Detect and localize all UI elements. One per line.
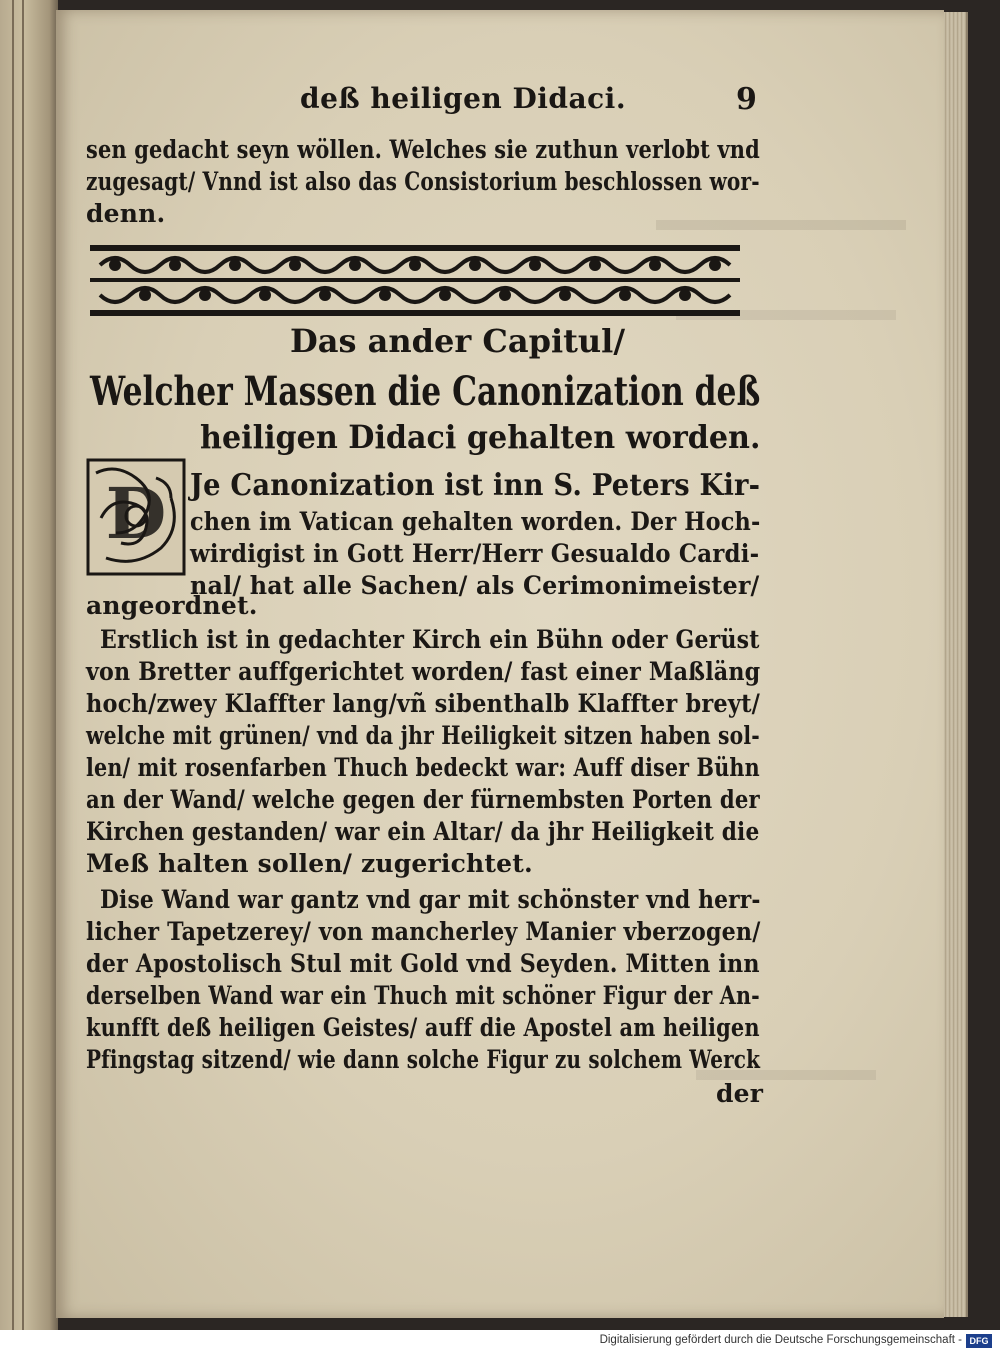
text-line: denn. <box>86 199 166 228</box>
text-line: chen im Vatican gehalten worden. Der Hoch- <box>190 507 761 536</box>
text-line: Kirchen gestanden/ war ein Altar/ da jhr Heiligkeit die <box>86 817 760 846</box>
text-line: derselben Wand war ein Thuch mit schöner Figur der An- <box>86 981 760 1010</box>
chapter-title-line1: Welcher Massen die Canonization deß <box>90 368 761 415</box>
dfg-logo-icon[interactable]: DFG <box>966 1334 992 1348</box>
chapter-number: Das ander Capitul/ <box>290 322 625 360</box>
text-line: licher Tapetzerey/ von mancherley Manier vberzogen/ <box>86 917 761 946</box>
ornamental-border <box>90 243 740 318</box>
footer-credit: Digitalisierung gefördert durch die Deutsche Forschungsgemeinschaft - <box>599 1334 962 1346</box>
text-line: wirdigist in Gott Herr/Herr Gesualdo Cardi- <box>190 539 760 568</box>
chapter-title-line2: heiligen Didaci gehalten worden. <box>200 418 761 456</box>
text-line: Erstlich ist in gedachter Kirch ein Bühn oder Gerüst <box>100 625 760 654</box>
catchword: der <box>716 1079 764 1108</box>
text-line: an der Wand/ welche gegen der fürnembsten Porten der <box>86 785 760 814</box>
text-line: nal/ hat alle Sachen/ als Cerimonimeister/ <box>190 571 760 600</box>
text-line: sen gedacht seyn wöllen. Welches sie zuthun verlobt vnd <box>86 135 760 164</box>
text-line: angeordnet. <box>86 591 258 620</box>
text-line: Meß halten sollen/ zugerichtet. <box>86 849 533 878</box>
page-number: 9 <box>736 82 757 117</box>
previous-page-edge <box>0 0 58 1330</box>
show-through <box>656 220 906 230</box>
text-line: len/ mit rosenfarben Thuch bedeckt war: Auff diser Bühn <box>86 753 760 782</box>
running-header: deß heiligen Didaci. <box>300 82 627 115</box>
drop-cap-initial <box>86 458 186 576</box>
drop-cap-letter: D <box>105 472 167 555</box>
text-line: von Bretter auffgerichtet worden/ fast einer Maßläng <box>86 657 761 686</box>
page-edge-line <box>12 0 14 1330</box>
text-line: kunfft deß heiligen Geistes/ auff die Apostel am heiligen <box>86 1013 760 1042</box>
text-line: Pfingstag sitzend/ wie dann solche Figur zu solchem Werck <box>86 1045 761 1074</box>
text-line: welche mit grünen/ vnd da jhr Heiligkeit sitzen haben sol- <box>86 721 760 750</box>
text-line: hoch/zwey Klaffter lang/vñ sibenthalb Klaffter breyt/ <box>86 689 761 718</box>
text-line: der Apostolisch Stul mit Gold vnd Seyden. Mitten inn <box>86 949 760 978</box>
text-line: Je Canonization ist inn S. Peters Kir- <box>190 468 761 503</box>
text-line: Dise Wand war gantz vnd gar mit schönster vnd herr- <box>100 885 761 914</box>
text-line: zugesagt/ Vnnd ist also das Consistorium beschlossen wor- <box>86 167 760 196</box>
page-edge-line <box>22 0 24 1330</box>
